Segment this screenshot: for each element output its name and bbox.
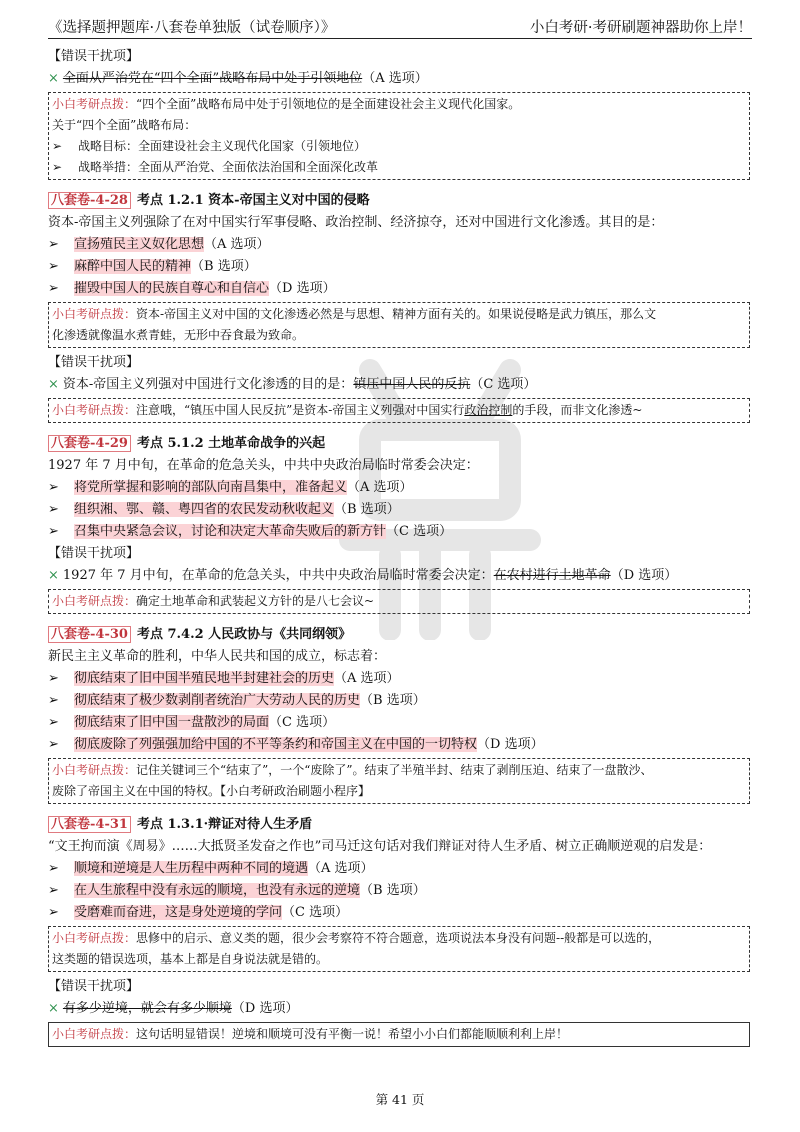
option-tag: （A 选项） [334,671,400,686]
struck-option: 在农村进行土地革命 [493,568,611,583]
option-tag: （A 选项） [362,71,428,86]
tip-key: 小白考研点拨： [52,763,137,777]
option-text: 彻底结束了旧中国一盘散沙的局面 [74,715,270,730]
option-text: 麻醉中国人民的精神 [74,259,192,274]
section-title: 考点 1.2.1 资本-帝国主义对中国的侵略 [136,193,370,208]
option-tag: （C 选项） [269,715,336,730]
error-item [48,68,750,90]
header-slogan: 小白考研·考研刷题神器助你上岸！ [529,20,752,36]
error-label: 【错误干扰项】 [48,546,140,561]
option-text: 召集中央紧急会议，讨论和决定大革命失败后的新方针 [74,524,387,539]
option-text: 组织湘、鄂、赣、粤四省的农民发动秋收起义 [74,502,335,517]
arrow-bullet-icon: ➢ [48,905,59,920]
tip-box [48,758,750,804]
tip-key: 小白考研点拨： [52,307,137,321]
option-tag: （D 选项） [231,1001,299,1016]
tip-text: 这类题的错误选项，基本上都是自身说法就是错的。 [52,952,329,966]
error-prefix: 资本-帝国主义列强对中国进行文化渗透的目的是： [62,377,354,392]
tip-box [48,589,750,614]
section-title: 考点 7.4.2 人民政协与《共同纲领》 [136,627,352,642]
tip-text: 资本-帝国主义对中国的文化渗透必然是与思想、精神方面有关的。如果说侵略是武力镇压，那么文 [136,307,657,321]
option-text: 彻底结束了极少数剥削者统治广大劳动人民的历史 [74,693,361,708]
tip-text: “四个全面”战略布局中处于引领地位的是全面建设社会主义现代化国家。 [136,97,521,111]
tip-text: 的手段，而非文化渗透~ [512,403,643,417]
arrow-bullet-icon: ➢ [48,502,59,517]
option-tag: （D 选项） [269,281,336,296]
tip-text: 化渗透就像温水煮青蛙，无形中吞食最为致命。 [52,328,305,342]
arrow-bullet-icon: ➢ [48,480,59,495]
arrow-bullet-icon: ➢ [52,160,63,174]
arrow-bullet-icon: ➢ [48,883,59,898]
error-label: 【错误干扰项】 [48,355,140,370]
header-title: 《选择题押题库·八套卷单独版（试卷顺序）》 [48,20,336,36]
arrow-bullet-icon: ➢ [48,259,59,274]
option-text: 彻底结束了旧中国半殖民地半封建社会的历史 [74,671,335,686]
option-tag: （C 选项） [282,905,349,920]
tip-underline: 政治控制 [464,403,513,417]
struck-option: 全面从严治党在“四个全面”战略布局中处于引领地位 [62,71,363,86]
option-text: 彻底废除了列强强加给中国的不平等条约和帝国主义在中国的一切特权 [74,737,478,752]
struck-option: 有多少逆境，就会有多少顺境 [62,1001,232,1016]
option-tag: （A 选项） [204,237,270,252]
arrow-bullet-icon: ➢ [48,715,59,730]
arrow-bullet-icon: ➢ [48,237,59,252]
section-title: 考点 5.1.2 土地革命战争的兴起 [136,436,326,451]
intro-text: 1927 年 7 月中旬，在革命的危急关头，中共中央政治局临时常委会决定： [48,458,479,473]
tip-box [48,398,750,423]
cross-icon: × [48,71,59,86]
tip-text: 确定土地革命和武装起义方针的是八七会议~ [136,594,375,608]
tip-text: 记住关键词三个“结束了”，一个“废除了”。结束了半殖半封、结束了剥削压迫、结束了一盘散沙、 [136,763,653,777]
error-prefix: 1927 年 7 月中旬，在革命的危急关头，中共中央政治局临时常委会决定： [62,568,494,583]
question-section-29 [48,433,750,614]
bullet-text: 战略举措：全面从严治党、全面依法治国和全面深化改革 [78,160,379,174]
tip-box [48,1022,750,1047]
page-content [48,46,750,1051]
option-tag: （B 选项） [360,693,426,708]
question-tag: 八套卷-4-28 [48,192,131,209]
option-text: 受磨难而奋进，这是身处逆境的学问 [74,905,283,920]
option-tag: （A 选项） [308,861,374,876]
question-section-31 [48,814,750,1047]
cross-icon: × [48,377,59,392]
option-text: 宣扬殖民主义奴化思想 [74,237,205,252]
cross-icon: × [48,568,59,583]
cross-icon: × [48,1001,59,1016]
option-tag: （B 选项） [191,259,257,274]
tip-key: 小白考研点拨： [52,594,137,608]
question-tag: 八套卷-4-30 [48,626,131,643]
intro-text: 新民主主义革命的胜利，中华人民共和国的成立，标志着： [48,649,387,664]
section-title: 考点 1.3.1·辩证对待人生矛盾 [136,817,313,832]
option-text: 摧毁中国人的民族自尊心和自信心 [74,281,270,296]
option-tag: （B 选项） [334,502,400,517]
option-tag: （C 选项） [470,377,537,392]
tip-plain: 关于“四个全面”战略布局： [52,118,197,132]
intro-text: 资本-帝国主义列强除了在对中国实行军事侵略、政治控制、经济掠夺，还对中国进行文化渗透。其目的是： [48,215,664,230]
struck-option: 镇压中国人民的反抗 [353,377,471,392]
question-section-28 [48,190,750,423]
tip-box [48,92,750,180]
error-label: 【错误干扰项】 [48,979,140,994]
arrow-bullet-icon: ➢ [48,737,59,752]
option-text: 顺境和逆境是人生历程中两种不同的境遇 [74,861,309,876]
tip-text: 废除了帝国主义在中国的特权。【小白考研政治刷题小程序】 [52,784,371,798]
tip-key: 小白考研点拨： [52,931,137,945]
tip-text: 思修中的启示、意义类的题，很少会考察符不符合题意，选项说法本身没有问题--般都是可以选的， [136,931,661,945]
tip-text: 注意哦，“镇压中国人民反抗”是资本-帝国主义列强对中国实行 [136,403,465,417]
tip-key: 小白考研点拨： [52,97,137,111]
question-tag: 八套卷-4-31 [48,816,131,833]
arrow-bullet-icon: ➢ [52,139,63,153]
option-tag: （C 选项） [386,524,453,539]
intro-text: “文王拘而演《周易》……大抵贤圣发奋之作也”司马迁这句话对我们辩证对待人生矛盾、树立正确顺逆观的启发是： [48,839,712,854]
page-header [48,14,752,39]
option-tag: （A 选项） [347,480,413,495]
option-tag: （D 选项） [610,568,678,583]
arrow-bullet-icon: ➢ [48,281,59,296]
bullet-text: 战略目标：全面建设社会主义现代化国家（引领地位） [78,139,367,153]
option-text: 将党所掌握和影响的部队向南昌集中，准备起义 [74,480,348,495]
option-tag: （D 选项） [477,737,544,752]
tip-key: 小白考研点拨： [52,1027,137,1041]
page-number: 第 41 页 [375,1092,425,1107]
tip-box [48,302,750,348]
arrow-bullet-icon: ➢ [48,671,59,686]
arrow-bullet-icon: ➢ [48,693,59,708]
arrow-bullet-icon: ➢ [48,861,59,876]
option-tag: （B 选项） [360,883,426,898]
tip-key: 小白考研点拨： [52,403,137,417]
question-tag: 八套卷-4-29 [48,435,131,452]
error-label: 【错误干扰项】 [48,49,140,64]
question-section-30 [48,624,750,804]
option-text: 在人生旅程中没有永远的顺境，也没有永远的逆境 [74,883,361,898]
tip-text: 这句话明显错误！逆境和顺境可没有平衡一说！希望小小白们都能顺顺利利上岸！ [136,1027,569,1041]
arrow-bullet-icon: ➢ [48,524,59,539]
tip-box [48,926,750,972]
